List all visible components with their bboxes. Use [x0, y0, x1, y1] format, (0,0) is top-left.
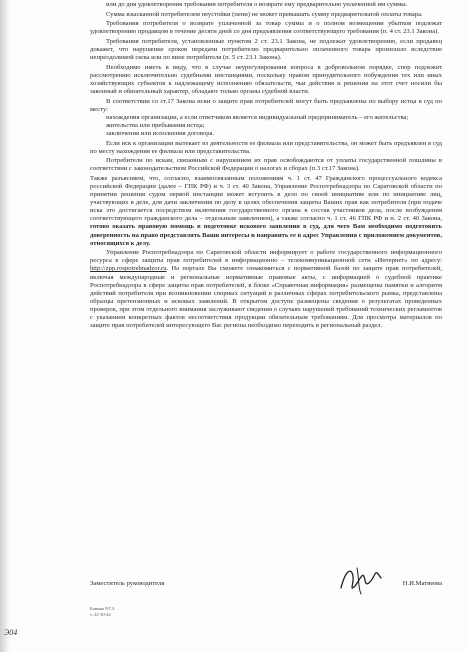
paragraph — [90, 249, 442, 330]
list-item: жительства или пребывания истца; — [106, 121, 205, 129]
executor-info — [90, 606, 115, 618]
signer-name: Н.И.Матвеева — [402, 580, 442, 587]
paragraph: Требования потребителя, установленные пунктом 2 ст. 23.1 Закона, не подлежат удовлетворению, если продавец докажет, что нарушение сроков передачи потребителю предварительно оплаченного товара произошло вследствие непреодолимой силы или по вине потребителя (п. 5 ст. 23.1 Закона). — [90, 37, 442, 62]
executor-name: Бовина Р.Г.З. — [90, 606, 116, 611]
corner-mark: Э04 — [4, 628, 18, 637]
bold-statement: готово оказать правовую помощь в подготовке искового заявления в суд, для чего Вам необходимо подготовить доверенность на право представлять Ваши интересы и направить ее в адрес Управления с приложением документов, относящихся к делу. — [90, 223, 442, 247]
handwritten-signature — [335, 562, 395, 596]
signer-position: Заместитель руководителя — [90, 580, 165, 587]
list-item: заключения или исполнения договора. — [106, 129, 215, 137]
paragraph: Сумма взысканной потребителем неустойки (пени) не может превышать сумму предварительной оплаты товара. — [106, 10, 423, 18]
paragraph — [90, 175, 442, 248]
paragraph-text: Также разъясняем, что, согласно, взаимосвязанным положениям ч. 1 ст. 47 Гражданского процессуального кодекса российской Федерации (далее – ГПК РФ) и ч. 3 ст. 40 Закона, Управление Роспотребнадзора по Саратовской области по принятии решения судом первой инстанции может вступить в дело по своей инициативе или по инициативе лиц, участвующих в деле, для дачи заключения по делу в целях обеспечения защиты Ваших прав как потребителя (при подаче иска это достигается посредством включения государственного органа в состав участников дела, после возбуждения соответствующего гражданского дела – отдельным заявлением), а также согласно ч. 1 ст. 46 ГПК РФ и п. 2 ст. 40 Закона, — [90, 174, 442, 223]
portal-link[interactable]: http://zpp.rospotrebnadzor.ru — [90, 265, 167, 273]
paragraph: В соответствии со ст.17 Закона иски о защите прав потребителей могут быть предъявлены по выбору истца в суд по месту: — [90, 97, 442, 113]
paragraph: Потребители по искам, связанным с нарушением их прав освобождаются от уплаты государственной пошлины в соответствии с законодательством Российской Федерации о налогах и сборах (п.3 ст.17 Закона). — [90, 157, 442, 173]
paragraph-text: Управление Роспотребнадзора по Саратовской области информирует о работе государственного информационного ресурса в сфере защиты прав потребителей в информационно – телекоммуникационной сети «Интернет» по адресу: — [90, 249, 442, 265]
paragraph: Необходимо иметь в виду, что в случае неурегулирования вопроса в добровольном порядке, спор подлежит рассмотрению исключительно судебными инстанциями, поскольку правом принудительного побуждения тех или иных хозяйствующих субъектов к надлежащему исполнению обязательств, чьи действия и решения на этот счет носили бы законный и обязательный характер, обладают только органы судебной власти. — [90, 63, 442, 95]
paragraph: или до дня удовлетворения требования потребителя о возврате ему предварительно уплаченной им суммы. — [106, 1, 408, 8]
scan-edge-shadow — [0, 0, 10, 652]
paragraph: Требования потребителя о возврате уплаченной за товар суммы и о полном возмещении убытков подлежат удовлетворению продавцом в течение десяти дней со дня предъявления соответствующего требования (п. 4 ст. 23.1 Закона). — [90, 20, 442, 36]
letter-body — [90, 1, 442, 330]
list-item: нахождения организации, а если ответчиком является индивидуальный предприниматель – его жительства; — [106, 113, 409, 121]
executor-phone: т. 22-30-42 — [90, 612, 111, 617]
paragraph: Если иск к организации вытекает из деятельности ее филиала или представительства, он может быть предъявлен в суд по месту нахождения ее филиала или представительства. — [90, 139, 442, 155]
paragraph-text: . На портале Вы сможете ознакомиться с нормативной базой по защите прав потребителей, включая международные и региональные нормативные правовые акты, с информацией о судебной практике Роспотребнадзора в сфере защиты прав потребителей, в блоке «Справочная информация» размещены памятки и алгоритм действий потребителя при возникновении спорных ситуаций в различных сферах потребительского рынка, представлены образцы претензионных и исковых заявлений. В открытом доступе размещены сведения о результатах проведенных проверок, при этом отдельного внимания заслуживают сведения о случаях нарушений требований технических регламентов с указанием конкретных фактов несоответствия продукции обязательным требованиям. Для просмотра материалов по защите прав потребителей интересующего Вас региона необходимо переходить в региональный раздел. — [90, 265, 442, 330]
